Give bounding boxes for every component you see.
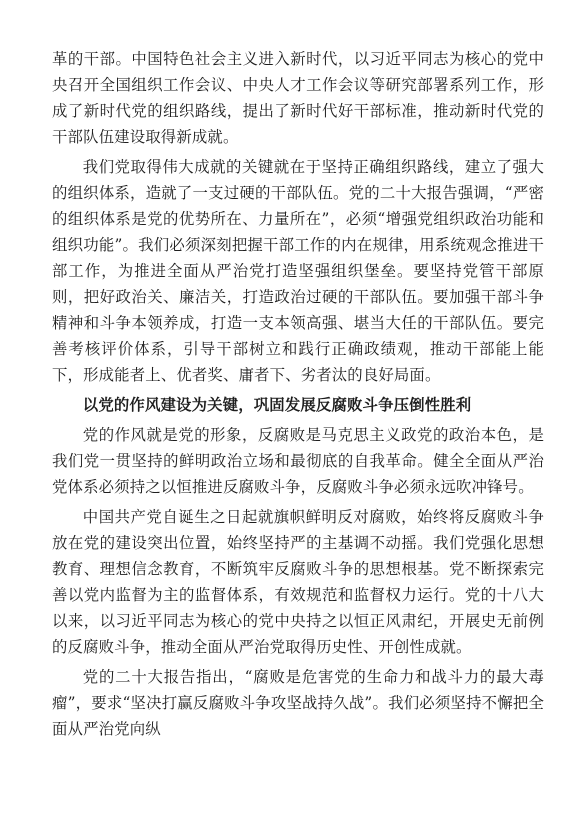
paragraph-continuation: 革的干部。中国特色社会主义进入新时代，以习近平同志为核心的党中央召开全国组织工作会议、中央人才工作会议等研究部署系列工作，形成了新时代党的组织路线，提出了新时代好干部标准，推动新时代党的干部队伍建设取得新成就。 [52, 50, 544, 146]
paragraph-twentieth-congress: 党的二十大报告指出，“腐败是危害党的生命力和战斗力的最大毒瘤”，要求“坚决打赢反腐败斗争攻坚战持久战”。我们必须坚持不懈把全面从严治党向纵 [52, 668, 544, 738]
paragraph-organization-line: 我们党取得伟大成就的关键就在于坚持正确组织路线，建立了强大的组织体系，造就了一支过硬的干部队伍。党的二十大报告强调，“严密的组织体系是党的优势所在、力量所在”，必须“增强党组织政治功能和组织功能”。我们必须深刻把握干部工作的内在规律，用系统观念推进干部工作，为推进全面从严治党打造坚强组织堡垒。要坚持党管干部原则，把好政治关、廉洁关，打造政治过硬的干部队伍。要加强干部斗争精神和斗争本领养成，打造一支本领高强、堪当大任的干部队伍。要完善考核评价体系，引导干部树立和践行正确政绩观，推动干部能上能下，形成能者上、优者奖、庸者下、劣者汰的良好局面。 [52, 158, 544, 384]
paragraph-anti-corruption-history: 中国共产党自诞生之日起就旗帜鲜明反对腐败，始终将反腐败斗争放在党的建设突出位置，始终坚持严的主基调不动摇。我们党强化思想教育、理想信念教育，不断筑牢反腐败斗争的思想根基。党不断探索完善以党内监督为主的监督体系，有效规范和监督权力运行。党的十八大以来，以习近平同志为核心的党中央持之以恒正风肃纪，开展史无前例的反腐败斗争，推动全面从严治党取得历史性、开创性成就。 [52, 508, 544, 656]
section-heading: 以党的作风建设为关键，巩固发展反腐败斗争压倒性胜利 [82, 396, 472, 414]
paragraph-party-style: 党的作风就是党的形象，反腐败是马克思主义政党的政治本色，是我们党一贯坚持的鲜明政治立场和最彻底的自我革命。健全全面从严治党体系必须持之以恒推进反腐败斗争，反腐败斗争必须永远吹冲锋号。 [52, 426, 544, 496]
body-text [52, 46, 544, 746]
